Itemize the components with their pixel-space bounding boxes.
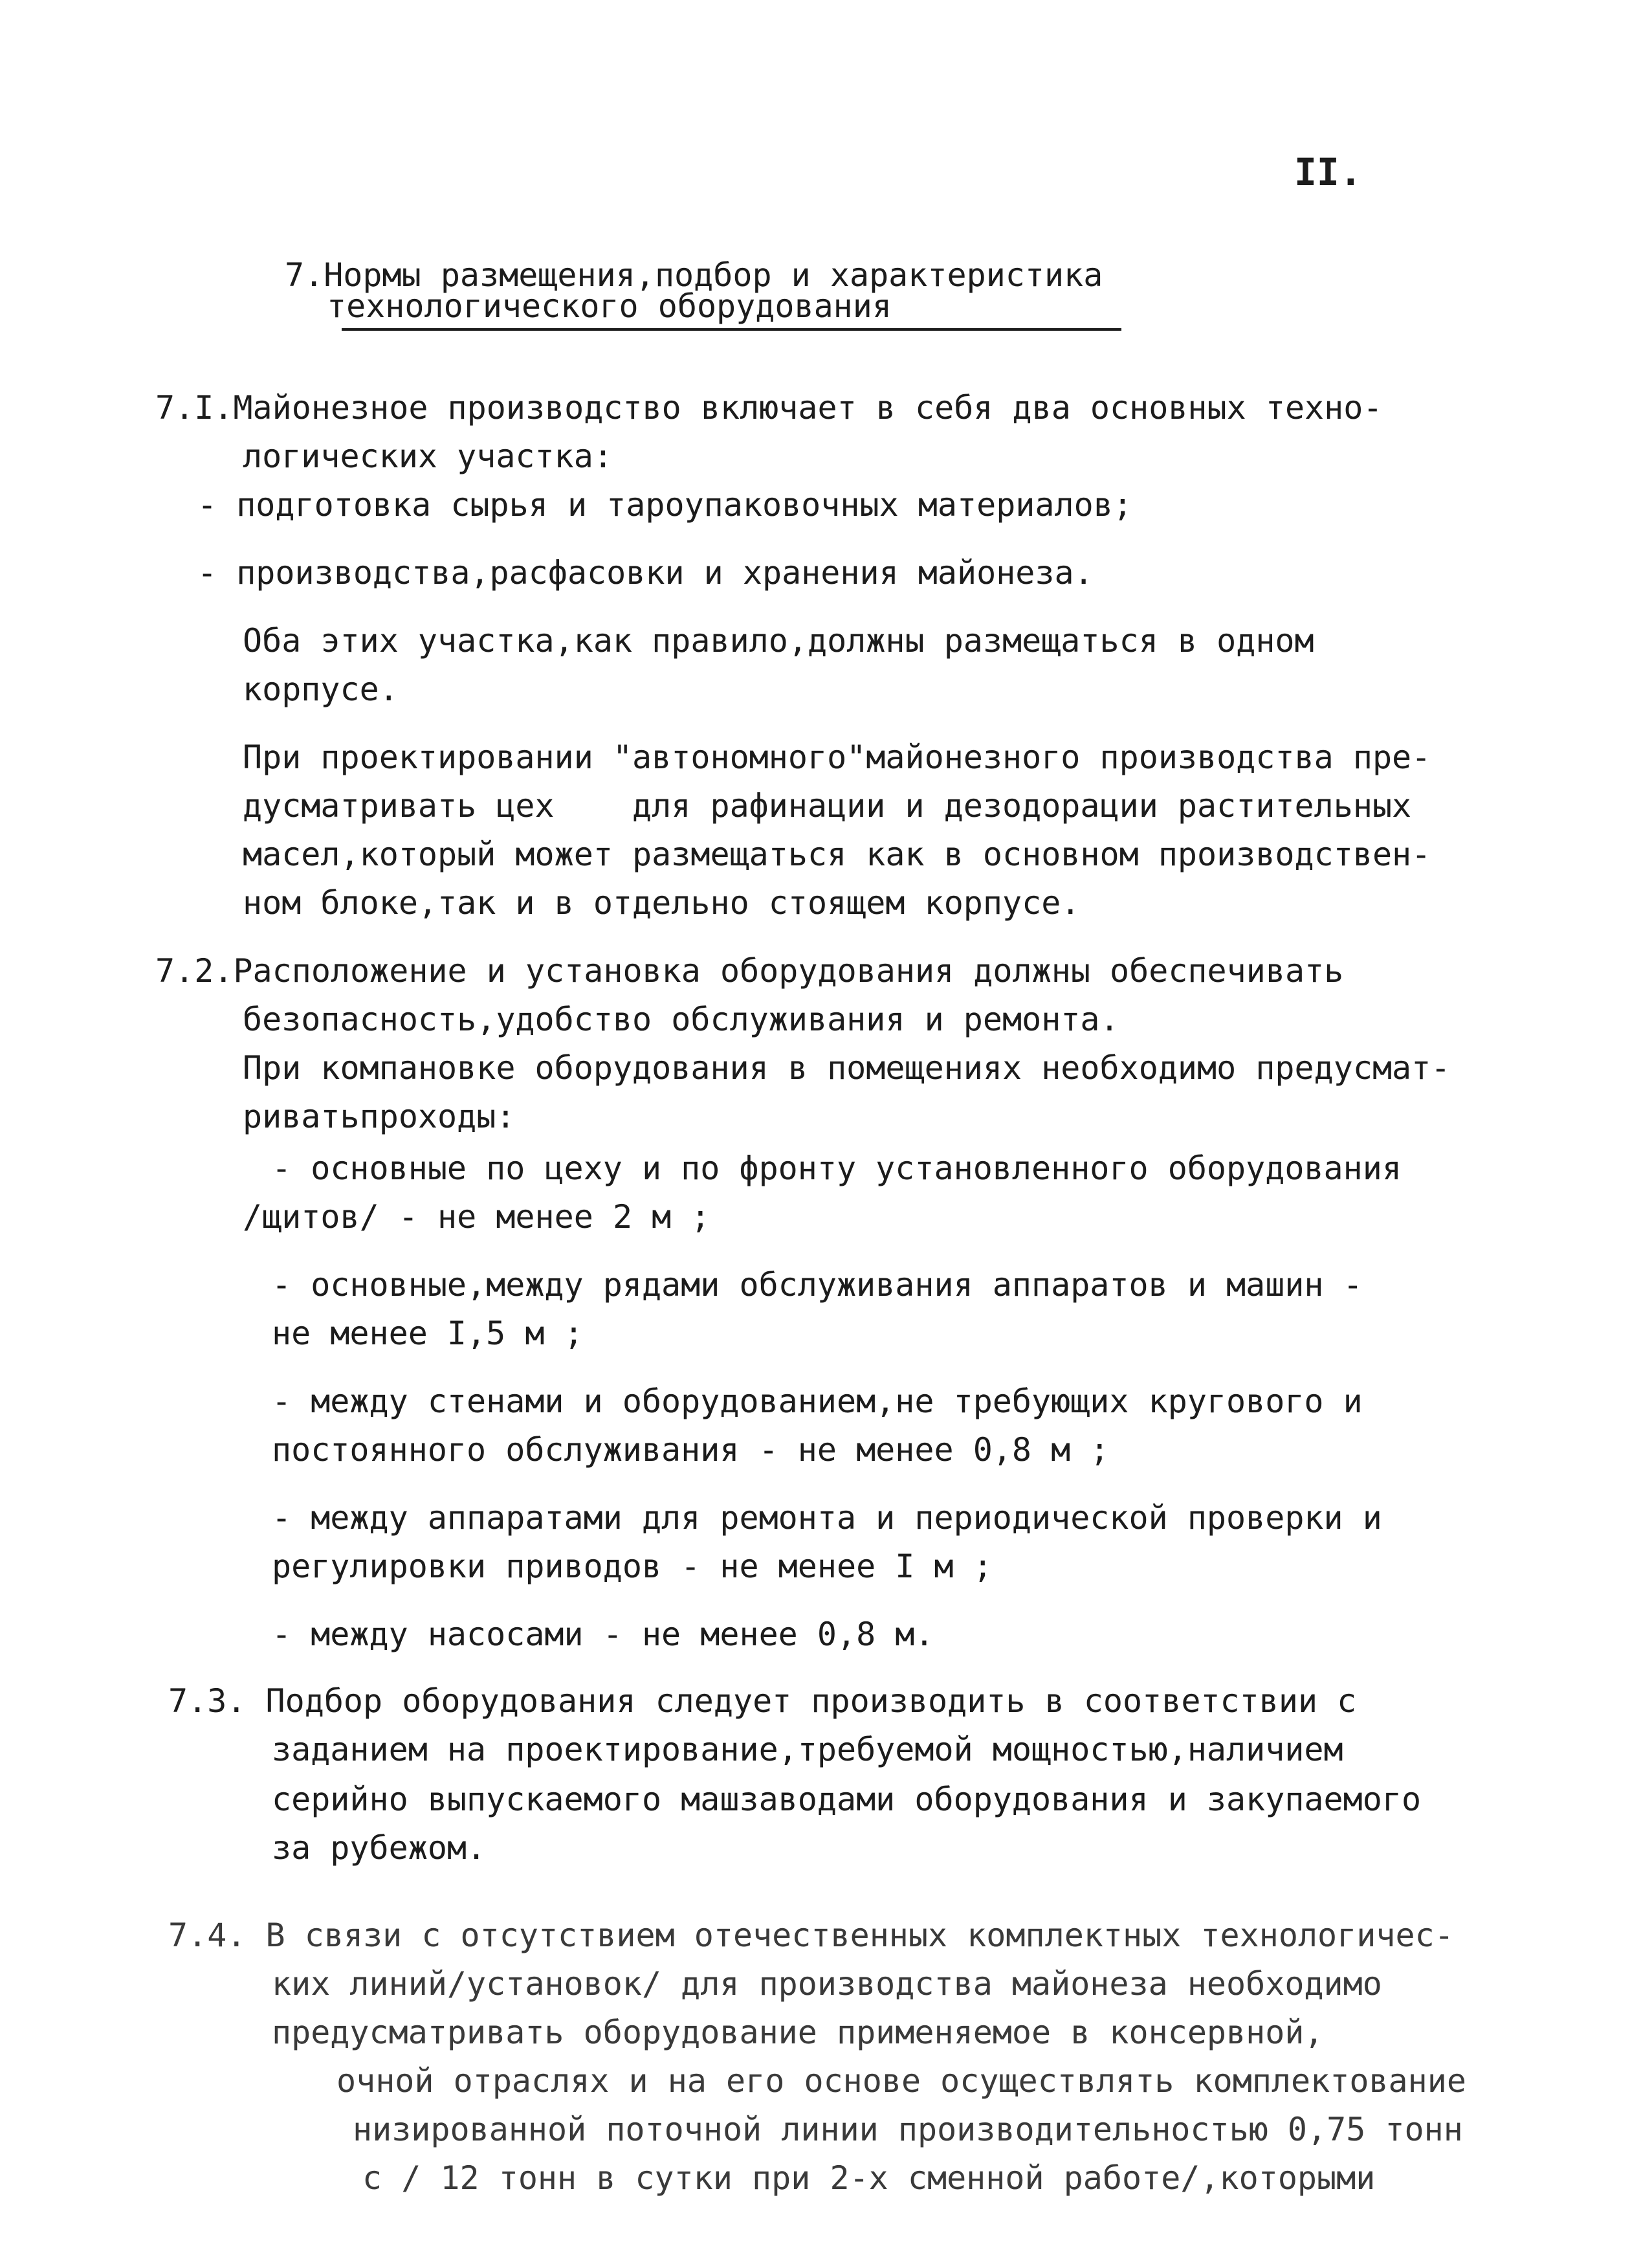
para-7-4-line-5: низированной поточной линии производительностью 0,75 тонн: [353, 2111, 1463, 2148]
para-7-4-line-6: с / 12 тонн в сутки при 2-х сменной работе/,которыми: [362, 2159, 1376, 2197]
para-7-3-line-2: заданием на проектирование,требуемой мощностью,наличием: [272, 1731, 1343, 1768]
para-7-4-line-3: предусматривать оборудование применяемое в консервной,: [272, 2014, 1324, 2051]
para-7-1-line-4: - производства,расфасовки и хранения майонеза.: [197, 554, 1094, 592]
section-title-line-2: технологического оборудования: [327, 287, 892, 325]
para-7-1-line-6: корпусе.: [243, 671, 399, 708]
para-7-1-line-10: ном блоке,так и в отдельно стоящем корпусе.: [243, 884, 1081, 922]
para-7-1-line-3: - подготовка сырья и тароупаковочных материалов;: [197, 486, 1132, 524]
para-7-2-line-1: 7.2.Расположение и установка оборудования должны обеспечивать: [155, 952, 1344, 990]
para-7-2-line-12: регулировки приводов - не менее I м ;: [272, 1548, 993, 1585]
para-7-1-line-7: При проектировании "автономного"майонезного производства пре-: [243, 739, 1431, 776]
para-7-2-line-6: /щитов/ - не менее 2 м ;: [243, 1198, 710, 1236]
para-7-3-line-4: за рубежом.: [272, 1829, 487, 1867]
section-title-line-1: 7.Нормы размещения,подбор и характеристика: [285, 256, 1103, 294]
para-7-1-line-1: 7.I.Майонезное производство включает в себя два основных техно-: [155, 389, 1383, 427]
para-7-4-line-2: ких линий/установок/ для производства майонеза необходимо: [272, 1965, 1382, 2003]
para-7-4-line-4: очной отраслях и на его основе осуществлять комплектование: [336, 2062, 1466, 2100]
para-7-1-line-9: масел,который может размещаться как в основном производствен-: [243, 836, 1431, 873]
para-7-2-line-9: - между стенами и оборудованием,не требующих кругового и: [272, 1383, 1363, 1420]
para-7-2-line-7: - основные,между рядами обслуживания аппаратов и машин -: [272, 1266, 1363, 1304]
para-7-2-line-5: - основные по цеху и по фронту установленного оборудования: [272, 1150, 1402, 1187]
para-7-2-line-11: - между аппаратами для ремонта и периодической проверки и: [272, 1499, 1382, 1537]
para-7-2-line-10: постоянного обслуживания - не менее 0,8 м ;: [272, 1431, 1110, 1469]
para-7-1-line-8: дусматривать цех для рафинации и дезодорации растительных: [243, 787, 1412, 825]
para-7-2-line-8: не менее I,5 м ;: [272, 1315, 584, 1352]
para-7-1-line-2: логических участка:: [243, 438, 613, 475]
para-7-2-line-2: безопасность,удобство обслуживания и ремонта.: [243, 1001, 1119, 1038]
para-7-2-line-4: риватьпроходы:: [243, 1098, 516, 1135]
para-7-2-line-13: - между насосами - не менее 0,8 м.: [272, 1616, 934, 1653]
para-7-3-line-1: 7.3. Подбор оборудования следует производить в соответствии с: [168, 1682, 1357, 1720]
para-7-3-line-3: серийно выпускаемого машзаводами оборудования и закупаемого: [272, 1781, 1422, 1818]
para-7-1-line-5: Оба этих участка,как правило,должны размещаться в одном: [243, 622, 1314, 660]
para-7-2-line-3: При компановке оборудования в помещениях необходимо предусмат-: [243, 1049, 1451, 1087]
title-underline: [342, 328, 1121, 331]
para-7-4-line-1: 7.4. В связи с отсутствием отечественных комплектных технологичес-: [168, 1917, 1454, 1954]
page-number: II.: [1294, 150, 1362, 194]
